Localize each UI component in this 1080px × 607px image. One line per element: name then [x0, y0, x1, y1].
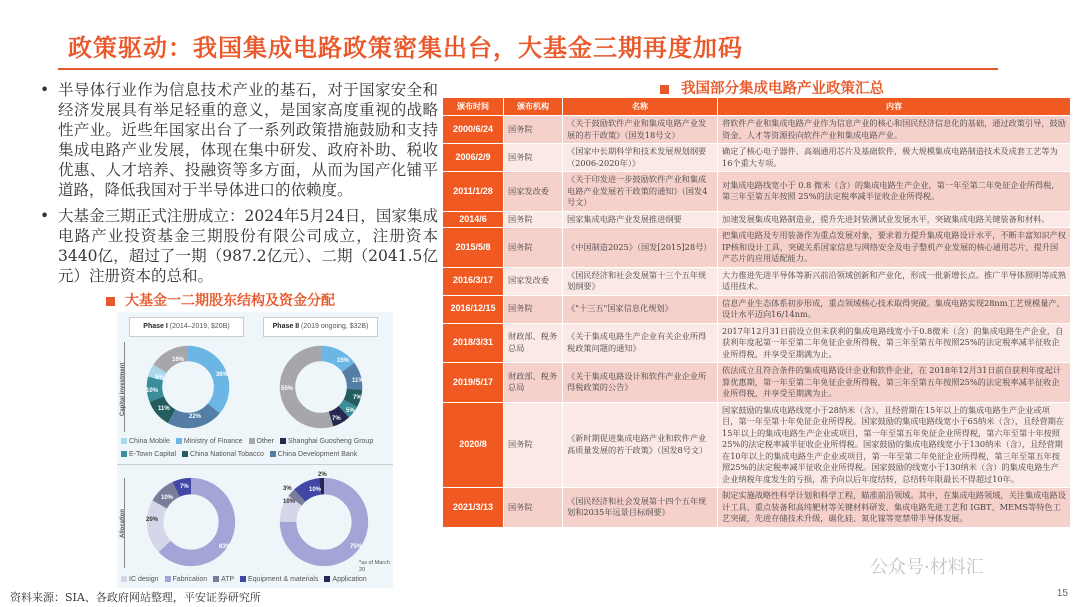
phase1-label: [129, 317, 244, 337]
phase1-capital-donut: [145, 344, 231, 430]
phase2-label-rest: (2019 ongoing, $32B): [299, 323, 369, 330]
watermark: 公众号·材料汇: [870, 557, 984, 578]
legend-label: ATP: [221, 576, 235, 583]
table-row: [443, 172, 1071, 212]
slice-label: 7%: [332, 416, 341, 422]
legend-label: E-Town Capital: [129, 451, 177, 458]
legend-swatch: [121, 451, 127, 457]
cell-name: 《中国制造2025》（国发[2015]28号）: [563, 228, 718, 268]
slice-label: 36%: [216, 372, 229, 378]
slice-label: 7%: [180, 484, 189, 490]
legend-swatch: [121, 576, 127, 582]
slice-label: 63%: [219, 544, 232, 550]
table-row: [443, 211, 1071, 228]
square-bullet-icon: [106, 297, 115, 306]
slice-label: 5%: [155, 375, 164, 381]
table-row: [443, 144, 1071, 172]
cell-date: 2011/1/28: [443, 172, 504, 212]
table-row: [443, 116, 1071, 144]
slice-label: 16%: [172, 357, 185, 363]
cell-name: 《关于印发进一步鼓励软件产业和集成电路产业发展若干政策的通知》（国发4号文）: [563, 172, 718, 212]
cell-name: 《关于集成电路生产企业有关企业所得税政策问题的通知》: [563, 323, 718, 363]
slice-label: 10%: [283, 499, 296, 505]
header-agency: 颁布机构: [504, 98, 563, 116]
legend-label: Application: [332, 576, 367, 583]
axis-label-capital: Capital investment: [120, 362, 126, 416]
cell-date: 2016/12/15: [443, 295, 504, 323]
source-note: 资料来源：SIA、各政府网站整理，平安证券研究所: [10, 591, 261, 604]
cell-name: 《关于鼓励软件产业和集成电路产业发展的若干政策》（国发18号文）: [563, 116, 718, 144]
slice-label: 2%: [318, 472, 327, 478]
phase1-label-bold: Phase I: [143, 323, 168, 330]
legend-swatch: [270, 451, 276, 457]
fund-structure-figure: [117, 312, 393, 588]
cell-agency: 国家发改委: [504, 267, 563, 295]
allocation-legend: [117, 576, 367, 583]
table-row: [443, 363, 1071, 403]
policy-table: [442, 97, 1071, 528]
slice-label: 15%: [337, 358, 350, 364]
cell-agency: 国务院: [504, 116, 563, 144]
cell-date: 2000/6/24: [443, 116, 504, 144]
slice-label: 5%: [346, 408, 355, 414]
table-header-row: [443, 98, 1071, 116]
bullet-paragraph-1: • 半导体行业作为信息技术产业的基石，对于国家安全和经济发展具有举足轻重的意义，是国家高度重视的战略性产业。近些年国家出台了一系列政策措施鼓励和支持集成电路产业发展，体现在集中研发、政府补助、税收优惠、人才培养、投融资等多方面，从而为国产化铺平道路，降低我国对于半导体进口的依赖度。: [38, 80, 438, 200]
table-row: [443, 488, 1071, 528]
slice-label: 11%: [352, 378, 364, 384]
capital-legend-row1: [117, 438, 373, 445]
figure-title: [106, 290, 335, 310]
cell-content: 大力推进先进半导体等新兴前沿领域创新和产业化，形成一批新增长点。推广半导体照明等成熟适用技术。: [718, 267, 1071, 295]
table-row: [443, 402, 1071, 488]
slice-label: 75%: [350, 544, 363, 550]
legend-label: Other: [256, 438, 275, 445]
cell-date: 2020/8: [443, 402, 504, 488]
cell-date: 2014/6: [443, 211, 504, 228]
cell-content: 加速发展集成电路制造业，提升先进封装测试业发展水平，突破集成电路关键装备和材料。: [718, 211, 1071, 228]
cell-content: 依法成立且符合条件的集成电路设计企业和软件企业，在 2018年12月31日前自获利年度起计算优惠期，第一年至第二年免征企业所得税，第三年至第五年按照25%的法定税率减半征收企业所得税，并享受至期满为止。: [718, 363, 1071, 403]
header-date: 颁布时间: [443, 98, 504, 116]
legend-label: Fabrication: [172, 576, 208, 583]
legend-swatch: [213, 576, 219, 582]
table-row: [443, 228, 1071, 268]
legend-label: IC design: [129, 576, 159, 583]
legend-swatch: [121, 438, 127, 444]
legend-label: China Mobile: [129, 438, 170, 445]
table-row: [443, 267, 1071, 295]
legend-swatch: [280, 438, 286, 444]
cell-content: 国家鼓励的集成电路线宽小于28纳米（含），且经营期在15年以上的集成电路生产企业或项目，第一年至第十年免征企业所得税。国家鼓励的集成电路线宽小于65纳米（含），且经营期在15年以上的集成电路生产企业或项目，第一年至第五年免征企业所得税，第六年至第十年按照 25%的法定税率减半征收企业所得税。国家鼓励的集成电路线宽小于130纳米（含），且经营期在10年以上的集成电路生产企业或项目，第一年至第二年免征企业所得税，第三年至第五年按照25%的法定税率减半征收企业所得税。国家鼓励的线宽小于130纳米（含）的集成电路生产企业纳税年度发生的亏损，准予向以后年度结转，总结转年限最长不得超过10年。: [718, 402, 1071, 488]
cell-name: 《国家中长期科学和技术发展规划纲要（2006-2020年）》: [563, 144, 718, 172]
slice-label: 11%: [158, 406, 170, 412]
legend-swatch: [324, 576, 330, 582]
slice-label: 7%: [353, 395, 362, 401]
cell-agency: 国家发改委: [504, 172, 563, 212]
left-column: [38, 80, 438, 292]
cell-date: 2021/3/13: [443, 488, 504, 528]
cell-agency: 国务院: [504, 295, 563, 323]
legend-swatch: [165, 576, 171, 582]
cell-content: 把集成电路及专用装备作为重点发展对象，要求着力提升集成电路设计水平，不断丰富知识产权IP核和设计工具，突破关系国家信息与网络安全及电子整机产业发展的核心通用芯片，提升国产芯片的应用适配能力。: [718, 228, 1071, 268]
cell-content: 2017年12月31日前设立但未获利的集成电路线宽小于0.8微米（含）的集成电路生产企业，自获利年度起第一年至第二年免征企业所得税，第三年至第五年按照25%的法定税率减半征收企业所得税，并享受至期满为止。: [718, 323, 1071, 363]
cell-name: 国家集成电路产业发展推进纲要: [563, 211, 718, 228]
legend-swatch: [182, 451, 188, 457]
cell-agency: 财政部、税务总局: [504, 363, 563, 403]
cell-date: 2006/2/9: [443, 144, 504, 172]
table-title: [660, 77, 884, 98]
capital-legend-row2: [117, 451, 357, 458]
page-title: 政策驱动：我国集成电路政策密集出台，大基金三期再度加码: [68, 34, 743, 62]
table-row: [443, 323, 1071, 363]
cell-content: 确定了核心电子器件、高端通用芯片及基础软件，极大规模集成电路制造技术及成套工艺等为16个重大专项。: [718, 144, 1071, 172]
slice-label: 55%: [281, 386, 294, 392]
slice-label: 22%: [189, 414, 202, 420]
legend-swatch: [240, 576, 246, 582]
phase2-label-bold: Phase II: [272, 323, 300, 330]
legend-swatch: [176, 438, 182, 444]
table-title-text: 我国部分集成电路产业政策汇总: [681, 81, 884, 97]
cell-name: 《"十三五"国家信息化规划》: [563, 295, 718, 323]
cell-name: 《关于集成电路设计和软件产业企业所得税政策的公告》: [563, 363, 718, 403]
cell-agency: 财政部、税务总局: [504, 323, 563, 363]
page-number: 15: [1056, 588, 1068, 599]
cell-content: 信息产业生态体系初步形成，重点领域核心技术取得突破。集成电路实现28nm工艺规模量产，设计水平迈向16/14nm。: [718, 295, 1071, 323]
square-bullet-icon: [660, 85, 669, 94]
slice-label: 10%: [161, 495, 174, 501]
axis-label-allocation: Allocation: [120, 508, 126, 538]
phase1-allocation-donut: [145, 476, 237, 568]
bullet-paragraph-2: • 大基金三期正式注册成立：2024年5月24日，国家集成电路产业投资基金三期股份有限公司成立，注册资本3440亿，超过了一期（987.2亿元）、二期（2041.5亿元）注册资本的总和。: [38, 206, 438, 286]
cell-name: 《国民经济和社会发展第十四个五年规划和2035年远景目标纲要》: [563, 488, 718, 528]
legend-label: China National Tobacco: [190, 451, 264, 458]
cell-content: 对集成电路线宽小于 0.8 微米（含）的集成电路生产企业，第一年至第二年免征企业所得税，第三年至第五年按照 25%的法定税率减半征收企业所得税。: [718, 172, 1071, 212]
legend-swatch: [249, 438, 255, 444]
figure-title-text: 大基金一二期股东结构及资金分配: [125, 293, 335, 309]
cell-date: 2016/3/17: [443, 267, 504, 295]
footnote: *as of March 20: [359, 560, 390, 573]
header-content: 内容: [718, 98, 1071, 116]
cell-agency: 国务院: [504, 488, 563, 528]
phase1-label-rest: (2014–2019, $20B): [167, 323, 230, 330]
legend-label: Equipment & materials: [248, 576, 319, 583]
cell-agency: 国务院: [504, 402, 563, 488]
row-divider: [117, 464, 393, 465]
cell-date: 2015/5/8: [443, 228, 504, 268]
legend-label: Shanghai Guosheng Group: [287, 438, 374, 445]
cell-agency: 国务院: [504, 211, 563, 228]
cell-date: 2019/5/17: [443, 363, 504, 403]
slice-label: 10%: [309, 487, 322, 493]
cell-name: 《国民经济和社会发展第十三个五年规划纲要》: [563, 267, 718, 295]
table-row: [443, 295, 1071, 323]
slice-label: 20%: [146, 517, 159, 523]
title-divider: [58, 68, 998, 70]
cell-agency: 国务院: [504, 228, 563, 268]
cell-date: 2018/3/31: [443, 323, 504, 363]
cell-name: 《新时期促进集成电路产业和软件产业高质量发展的若干政策》（国发8号文）: [563, 402, 718, 488]
slice-label: 10%: [146, 388, 159, 394]
slice-label: 3%: [283, 486, 292, 492]
phase2-label: [263, 317, 378, 337]
cell-content: 将软件产业和集成电路产业作为信息产业的核心和国民经济信息化的基础，通过政策引导，鼓励资金、人才等资源投向软件产业和集成电路产业。: [718, 116, 1071, 144]
legend-label: Ministry of Finance: [183, 438, 243, 445]
legend-label: China Development Bank: [277, 451, 358, 458]
cell-content: 制定实施战略性科学计划和科学工程，瞄准前沿领域。其中，在集成电路领域，关注集成电路设计工具、重点装备和高纯靶材等关键材料研发、集成电路先进工艺和 IGBT、MEMS等特色工艺突破，先进存储技术升级，碳化硅、氮化镓等宽禁带半导体发展。: [718, 488, 1071, 528]
cell-agency: 国务院: [504, 144, 563, 172]
header-name: 名称: [563, 98, 718, 116]
